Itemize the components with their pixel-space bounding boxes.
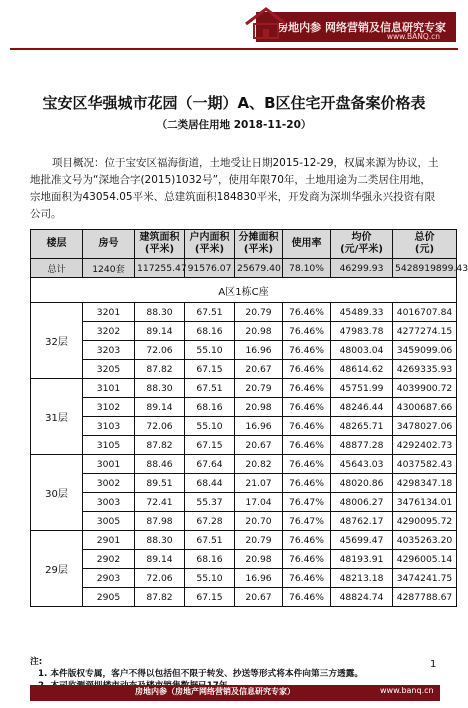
table-row: [31, 531, 457, 550]
table-cell: 87.82: [135, 360, 185, 379]
table-cell: 48006.27: [331, 493, 393, 512]
footer-url: www.banq.cn: [380, 686, 434, 695]
summary-cell: 25679.40: [235, 259, 283, 278]
table-cell: 4035263.20: [393, 531, 457, 550]
floor-cell: 29层: [31, 531, 83, 607]
table-cell: 4016707.84: [393, 303, 457, 322]
table-cell: 55.37: [185, 493, 235, 512]
table-cell: 20.82: [235, 455, 283, 474]
section-label: A区1栋C座: [31, 278, 457, 303]
table-cell: 67.28: [185, 512, 235, 531]
footer-text: 房地内参（房地产网络营销及信息研究专家）: [135, 687, 295, 696]
table-cell: 16.96: [235, 417, 283, 436]
table-cell: 67.51: [185, 379, 235, 398]
table-cell: 76.46%: [283, 550, 331, 569]
table-cell: 67.51: [185, 531, 235, 550]
table-cell: 4292402.73: [393, 436, 457, 455]
table-row: [31, 588, 457, 607]
header-cell: 均价 (元/平米): [331, 230, 393, 259]
table-cell: 76.46%: [283, 417, 331, 436]
room-number-cell: 2905: [83, 588, 135, 607]
room-number-cell: 3103: [83, 417, 135, 436]
table-cell: 87.82: [135, 436, 185, 455]
table-cell: 48213.18: [331, 569, 393, 588]
table-cell: 55.10: [185, 569, 235, 588]
table-cell: 76.46%: [283, 455, 331, 474]
table-cell: 17.04: [235, 493, 283, 512]
table-cell: 67.51: [185, 303, 235, 322]
room-number-cell: 3001: [83, 455, 135, 474]
table-cell: 4298347.18: [393, 474, 457, 493]
table-cell: 48614.62: [331, 360, 393, 379]
table-cell: 88.30: [135, 531, 185, 550]
table-cell: 76.46%: [283, 398, 331, 417]
table-cell: 4269335.93: [393, 360, 457, 379]
page-subtitle: （二类居住用地 2018-11-20）: [156, 119, 312, 131]
table-cell: 68.44: [185, 474, 235, 493]
table-cell: 76.46%: [283, 436, 331, 455]
table-cell: 48246.44: [331, 398, 393, 417]
room-number-cell: 3201: [83, 303, 135, 322]
table-cell: 48003.04: [331, 341, 393, 360]
table-cell: 16.96: [235, 341, 283, 360]
table-cell: 89.14: [135, 550, 185, 569]
table-cell: 4287788.67: [393, 588, 457, 607]
table-cell: 88.30: [135, 379, 185, 398]
table-cell: 4290095.72: [393, 512, 457, 531]
room-number-cell: 3003: [83, 493, 135, 512]
header-cell: 建筑面积 (平米): [135, 230, 185, 259]
notes-label: 注:: [30, 657, 43, 667]
table-cell: 76.46%: [283, 322, 331, 341]
room-number-cell: 3102: [83, 398, 135, 417]
table-cell: 20.67: [235, 588, 283, 607]
table-cell: 3476134.01: [393, 493, 457, 512]
table-cell: 88.30: [135, 303, 185, 322]
summary-cell: 117255.47: [135, 259, 185, 278]
summary-cell: 91576.07: [185, 259, 235, 278]
table-cell: 87.98: [135, 512, 185, 531]
table-cell: 20.79: [235, 379, 283, 398]
table-row: [31, 550, 457, 569]
project-description-text: 项目概况：位于宝安区福海街道，土地受让日期2015-12-29，权属来源为协议，土地批准文号为“深地合字(2015)1032号”，使用年限70年，土地用途为二类居住用地，宗地面积为43054.05平米、总建筑面积184830平米，开发商为深圳华强永兴投资有限公司。: [30, 157, 439, 220]
table-cell: 45643.03: [331, 455, 393, 474]
room-number-cell: 3002: [83, 474, 135, 493]
table-cell: 67.15: [185, 588, 235, 607]
table-cell: 76.46%: [283, 360, 331, 379]
room-number-cell: 2902: [83, 550, 135, 569]
table-cell: 4300687.66: [393, 398, 457, 417]
header-divider: [10, 48, 458, 50]
table-cell: 89.51: [135, 474, 185, 493]
table-cell: 48193.91: [331, 550, 393, 569]
summary-cell: 总计: [31, 259, 83, 278]
table-cell: 76.46%: [283, 474, 331, 493]
table-cell: 4039900.72: [393, 379, 457, 398]
table-cell: 4277274.15: [393, 322, 457, 341]
table-cell: 20.79: [235, 303, 283, 322]
table-cell: 3474241.75: [393, 569, 457, 588]
table-cell: 72.06: [135, 417, 185, 436]
table-cell: 20.98: [235, 398, 283, 417]
table-cell: 76.46%: [283, 569, 331, 588]
table-cell: 47983.78: [331, 322, 393, 341]
floor-cell: 32层: [31, 303, 83, 379]
table-row: [31, 322, 457, 341]
table-cell: 20.67: [235, 436, 283, 455]
summary-row: [31, 259, 457, 278]
table-row: [31, 379, 457, 398]
room-number-cell: 3105: [83, 436, 135, 455]
table-cell: 20.67: [235, 360, 283, 379]
room-number-cell: 3202: [83, 322, 135, 341]
table-row: [31, 569, 457, 588]
table-cell: 76.47%: [283, 512, 331, 531]
table-cell: 67.15: [185, 436, 235, 455]
room-number-cell: 3203: [83, 341, 135, 360]
table-cell: 76.46%: [283, 588, 331, 607]
table-row: [31, 417, 457, 436]
table-cell: 48824.74: [331, 588, 393, 607]
table-cell: 68.16: [185, 398, 235, 417]
table-row: [31, 512, 457, 531]
project-description: [30, 155, 440, 223]
summary-cell: 46299.93: [331, 259, 393, 278]
floor-cell: 30层: [31, 455, 83, 531]
table-cell: 87.82: [135, 588, 185, 607]
table-cell: 55.10: [185, 417, 235, 436]
table-row: [31, 455, 457, 474]
table-cell: 3459099.06: [393, 341, 457, 360]
header-cell: 总价 (元): [393, 230, 457, 259]
header-cell: 房号: [83, 230, 135, 259]
table-cell: 89.14: [135, 322, 185, 341]
table-cell: 76.46%: [283, 531, 331, 550]
header-cell: 使用率: [283, 230, 331, 259]
table-cell: 21.07: [235, 474, 283, 493]
brand-text: 房地内参 网络营销及信息研究专家: [277, 21, 446, 34]
table-row: [31, 360, 457, 379]
table-cell: 89.14: [135, 398, 185, 417]
table-header-row: [31, 230, 457, 259]
table-cell: 3478027.06: [393, 417, 457, 436]
table-cell: 20.98: [235, 550, 283, 569]
header-cell: 楼层: [31, 230, 83, 259]
table-cell: 76.47%: [283, 493, 331, 512]
table-cell: 72.06: [135, 341, 185, 360]
summary-cell: 78.10%: [283, 259, 331, 278]
table-cell: 67.15: [185, 360, 235, 379]
house-logo-icon: [244, 6, 288, 42]
table-cell: 48877.28: [331, 436, 393, 455]
page-number: 1: [430, 659, 437, 670]
table-cell: 20.70: [235, 512, 283, 531]
table-row: [31, 398, 457, 417]
room-number-cell: 3101: [83, 379, 135, 398]
table-cell: 76.46%: [283, 341, 331, 360]
room-number-cell: 2903: [83, 569, 135, 588]
table-cell: 48265.71: [331, 417, 393, 436]
table-cell: 45489.33: [331, 303, 393, 322]
brand-url: www.BANQ.cn: [386, 32, 440, 41]
page-title: 宝安区华强城市花园（一期）A、B区住宅开盘备案价格表: [42, 94, 426, 112]
table-row: [31, 303, 457, 322]
room-number-cell: 3205: [83, 360, 135, 379]
section-row: [31, 278, 457, 303]
table-cell: 16.96: [235, 569, 283, 588]
summary-cell: 1240套: [83, 259, 135, 278]
floor-cell: 31层: [31, 379, 83, 455]
table-cell: 20.98: [235, 322, 283, 341]
table-cell: 45751.99: [331, 379, 393, 398]
note-line-1: 1. 本件版权专属，客户不得以包括但不限于转发、抄送等形式将本件向第三方透露。: [38, 669, 364, 679]
table-cell: 67.64: [185, 455, 235, 474]
table-cell: 4037582.43: [393, 455, 457, 474]
table-row: [31, 436, 457, 455]
table-cell: 68.16: [185, 550, 235, 569]
table-row: [31, 474, 457, 493]
header-cell: 户内面积 (平米): [185, 230, 235, 259]
table-cell: 48020.86: [331, 474, 393, 493]
table-cell: 55.10: [185, 341, 235, 360]
room-number-cell: 2901: [83, 531, 135, 550]
table-cell: 72.06: [135, 569, 185, 588]
room-number-cell: 3005: [83, 512, 135, 531]
table-cell: 88.46: [135, 455, 185, 474]
price-table: [30, 229, 468, 607]
table-cell: 76.46%: [283, 303, 331, 322]
table-row: [31, 341, 457, 360]
table-cell: 48762.17: [331, 512, 393, 531]
table-cell: 76.46%: [283, 379, 331, 398]
table-cell: 72.41: [135, 493, 185, 512]
header-cell: 分摊面积 (平米): [235, 230, 283, 259]
table-row: [31, 493, 457, 512]
table-cell: 4296005.14: [393, 550, 457, 569]
summary-cell: 5428919899.43: [393, 259, 457, 278]
table-cell: 45699.47: [331, 531, 393, 550]
table-cell: 68.16: [185, 322, 235, 341]
table-cell: 20.79: [235, 531, 283, 550]
